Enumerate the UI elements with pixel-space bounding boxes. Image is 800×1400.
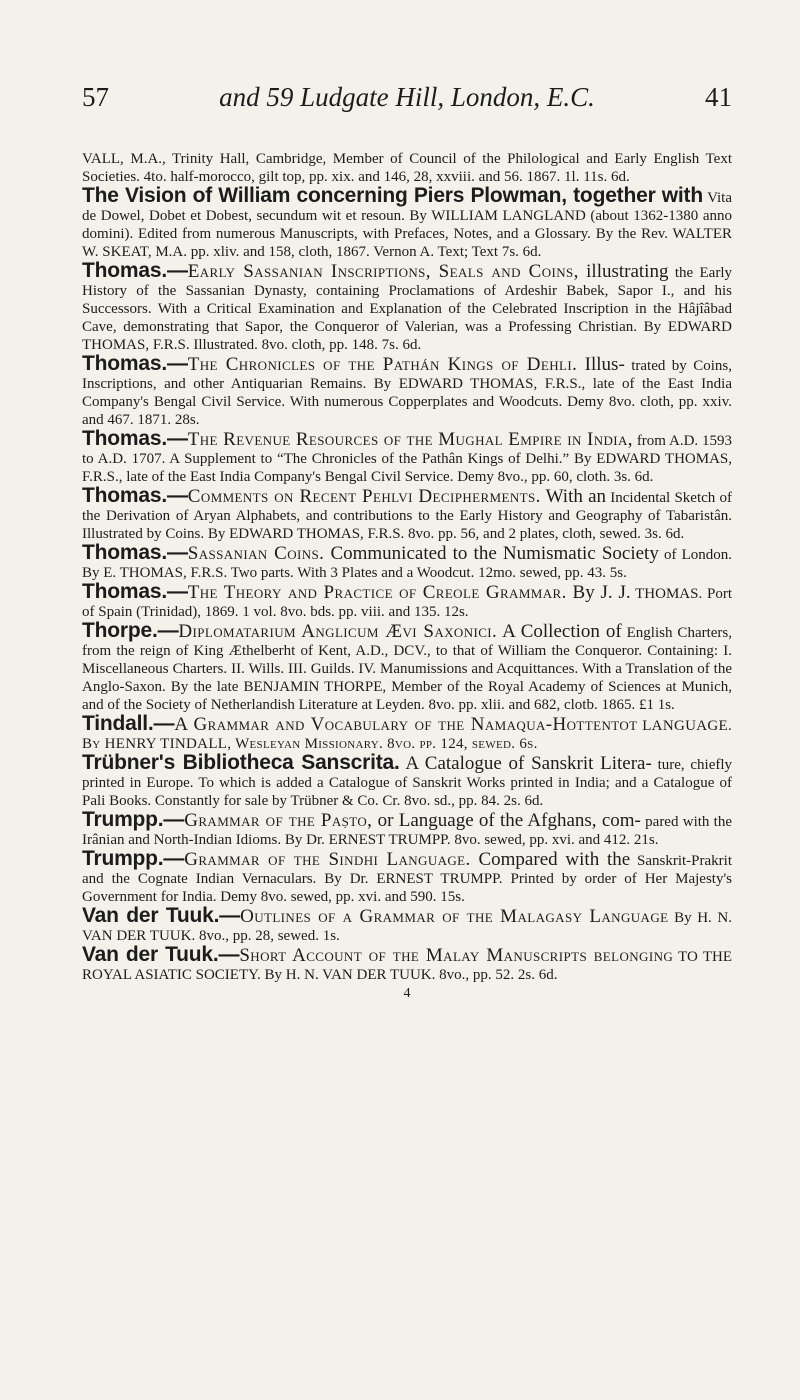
catalogue-entry xyxy=(82,808,733,849)
entry-body: Vita de Dowel, Dobet et Dobest, secundum wit et resoun. By WILLIAM LANGLAND (about 1362-1380 anno domini). Edited from numerous Manuscripts, with Prefaces, Notes, and a Glossary. By the Rev. WALTER W. SKEAT, M.A. pp. xliv. and 158, cloth, 1867. Vernon A. Text; Text 7s. 6d. xyxy=(82,190,732,260)
entry-title: The Theory and Practice of Creole Grammar. xyxy=(187,582,567,603)
entry-body: trated by Coins, Inscriptions, and other Antiquarian Remains. By EDWARD THOMAS, F.R.S., late of the East India Company's Bengal Civil Service. With numerous Copperplates and Woodcuts. Demy 8vo. cloth, pp. xxiv. and 467. 1871. 28s. xyxy=(82,358,732,428)
catalogue-entry xyxy=(82,751,733,810)
entry-title: Grammar of the Paṣto, xyxy=(184,810,373,831)
entry-body: TO THE ROYAL ASIATIC SOCIETY. By H. N. VAN DER TUUK. 8vo., pp. 52. 2s. 6d. xyxy=(82,949,732,983)
entry-heading: Trumpp.— xyxy=(82,808,185,831)
entry-heading: Tindall.— xyxy=(82,712,175,735)
entry-body: By H. N. VAN DER TUUK. 8vo., pp. 28, sewed. 1s. xyxy=(82,910,733,944)
entry-body: THOMAS. Port of Spain (Trinidad), 1869. 1 vol. 8vo. bds. pp. viii. and 135. 12s. xyxy=(82,586,733,620)
entry-title: Comments on Recent Pehlvi Decipherments. xyxy=(187,486,541,507)
entry-heading: Thorpe.— xyxy=(82,619,179,642)
entry-heading: Van der Tuuk.— xyxy=(82,943,240,966)
catalogue-entry xyxy=(82,904,733,945)
entry-heading: Thomas.— xyxy=(82,259,188,282)
entry-heading: Thomas.— xyxy=(82,484,188,507)
entry-title-rest: or Language of the Afghans, com- xyxy=(372,810,641,831)
entry-body: the Early History of the Sassanian Dynasty, containing Proclamations of Ardeshir Babek, Sapor I., and his Successors. With a Critical Examination and Explanation of the Celebrated Inscription in the Hâjîâbad Cave, demonstrating that Sapor, the Conqueror of Valerian, was a Professing Christian. By EDWARD THOMAS, F.R.S. Illustrated. 8vo. cloth, pp. 148. 7s. 6d. xyxy=(82,265,732,353)
entry-heading: The Vision of William concerning Piers Plowman, together with xyxy=(82,184,703,207)
running-head xyxy=(82,82,732,112)
entry-title-rest: With an xyxy=(540,486,607,507)
entry-heading: Van der Tuuk.— xyxy=(82,904,241,927)
entry-title-rest: Illus- xyxy=(577,354,625,375)
entry-title: Grammar of the Sindhi Language. xyxy=(184,849,471,870)
catalogue-entry xyxy=(82,259,732,354)
catalogue-entry xyxy=(82,847,733,906)
entry-title: The Revenue Resources of the Mughal Empire in India, xyxy=(187,429,633,450)
entry-heading: Thomas.— xyxy=(82,541,188,564)
entry-title: Sassanian Coins. xyxy=(187,543,325,564)
entry-heading: Trumpp.— xyxy=(82,847,185,870)
catalogue-entry xyxy=(82,580,733,621)
catalogue-entry xyxy=(82,712,732,753)
entry-body: Sanskrit-Prakrit and the Cognate Indian Vernaculars. By Dr. ERNEST TRUMPP. Printed by order of Her Majesty's Government for India. Demy 8vo. sewed, pp. xvi. and 590. 15s. xyxy=(82,853,733,905)
entry-title: A Grammar and Vocabulary of the Namaqua-Hottentot xyxy=(174,714,638,735)
entry-title-rest: A Catalogue of Sanskrit Litera- xyxy=(399,753,652,774)
entry-body: of London. By E. THOMAS, F.R.S. Two parts. With 3 Plates and a Woodcut. 12mo. sewed, pp. 43. 5s. xyxy=(82,547,732,581)
entry-title-rest: A Collection of xyxy=(497,621,622,642)
entry-title: Short Account of the Malay Manuscripts belonging xyxy=(239,945,674,966)
entry-heading: Thomas.— xyxy=(82,580,188,603)
catalogue-entry xyxy=(82,484,732,543)
entry-body: English Charters, from the reign of King Æthelberht of Kent, A.D., DCV., to that of William the Conqueror. Containing: I. Miscellaneous Charters. II. Wills. III. Guilds. IV. Manumissions and Acquittances. With a Translation of the Anglo-Saxon. By the late BENJAMIN THORPE, Member of the Royal Academy of Sciences at Munich, and of the Society of Netherlandish Literature at Leyden. 8vo. pp. xlii. and 682, clotb. 1865. £1 1s. xyxy=(82,625,732,713)
catalogue-entry xyxy=(82,352,732,429)
entry-title-rest: Compared with the xyxy=(470,849,631,870)
entry-body: LANGUAGE. By HENRY TINDALL, Wesleyan Missionary. 8vo. pp. 124, sewed. 6s. xyxy=(82,718,732,752)
entry-title-rest: Communicated to the Numismatic Society xyxy=(324,543,659,564)
entry-body: pared with the Irânian and North-Indian Idioms. By Dr. ERNEST TRUMPP. 8vo. sewed, pp. xvi. and 412. 21s. xyxy=(82,814,733,848)
entry-body: Incidental Sketch of the Derivation of Aryan Alphabets, and contributions to the Early History and Geography of Tabaristân. Illustrated by Coins. By EDWARD THOMAS, F.R.S. 8vo. pp. 56, and 2 plates, cloth, sewed. 3s. 6d. xyxy=(82,490,732,542)
page-left-number: 57 xyxy=(82,82,109,112)
entry-title: The Chronicles of the Pathán Kings of Dehli. xyxy=(187,354,578,375)
publisher-address: and 59 Ludgate Hill, London, E.C. xyxy=(219,82,595,112)
entry-title-rest: illustrating xyxy=(578,261,669,282)
catalogue-body xyxy=(82,150,732,1002)
entry-body: ture, chiefly printed in Europe. To which is added a Catalogue of Sanskrit Works printed in India; and a Catalogue of Pali Books. Constantly for sale by Trübner & Co. Cr. 8vo. sd., pp. 84. 2s. 6d. xyxy=(82,757,733,809)
catalogue-entry xyxy=(82,619,732,714)
catalogue-entry xyxy=(82,184,732,261)
entry-title: Early Sassanian Inscriptions, Seals and Coins, xyxy=(187,261,579,282)
continuation-entry: VALL, M.A., Trinity Hall, Cambridge, Member of Council of the Philological and Early English Text Societies. 4to. half-morocco, gilt top, pp. xix. and 146, 28, xxviii. and 56. 1867. 1l. 11s. 6d. xyxy=(82,151,732,185)
entry-heading: Trübner's Bibliotheca Sanscrita. xyxy=(82,751,400,774)
catalogue-entry xyxy=(82,427,733,486)
page-number: 41 xyxy=(705,82,732,112)
entry-heading: Thomas.— xyxy=(82,427,188,450)
catalogue-entry xyxy=(82,943,732,984)
entry-title: Outlines of a Grammar of the Malagasy Language xyxy=(240,906,669,927)
catalogue-entry xyxy=(82,541,732,582)
entry-body: from A.D. 1593 to A.D. 1707. A Supplement to “The Chronicles of the Pathân Kings of Delhi.” By EDWARD THOMAS, F.R.S., late of the East India Company's Bengal Civil Service. Demy 8vo., pp. 60, cloth. 3s. 6d. xyxy=(82,433,733,485)
entry-title: Diplomatarium Anglicum Ævi Saxonici. xyxy=(178,621,498,642)
entry-heading: Thomas.— xyxy=(82,352,188,375)
entry-title-rest: By J. J. xyxy=(566,582,631,603)
signature-mark: 4 xyxy=(403,986,411,1001)
